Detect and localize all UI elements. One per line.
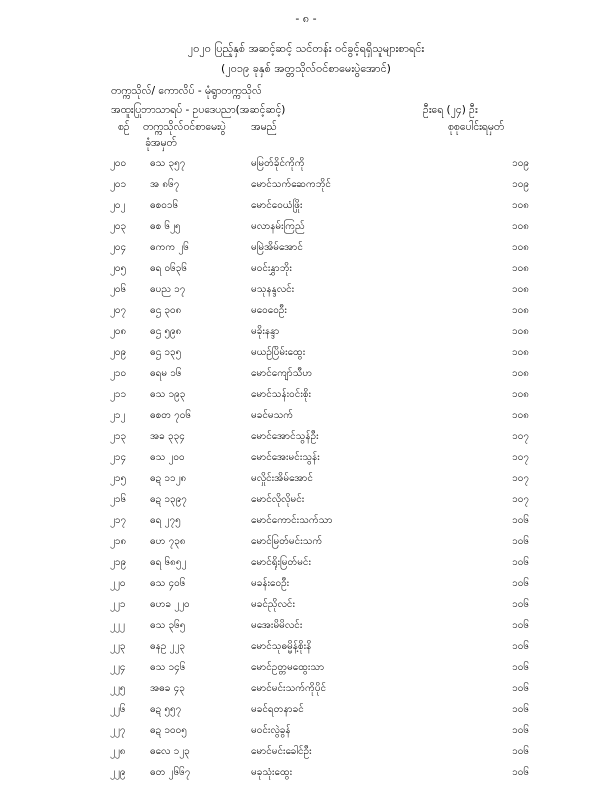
row-number: ၂၂၃	[110, 641, 126, 652]
total-score: ၁၀၈	[512, 368, 529, 379]
student-name: မအေးမိမိလင်း	[251, 620, 303, 631]
document-title: ၂၀၂၀ ပြည့်နှစ် အဆင့်ဆင့် သင်တန်း ဝင်ခွင့်ရရှိသူများစာရင်း	[187, 42, 425, 55]
table-row	[110, 510, 529, 531]
total-score: ၁၀၆	[512, 767, 529, 778]
row-number: ၂၀၈	[110, 326, 127, 337]
student-name: မောင်မြတ်မင်းသက်	[251, 536, 323, 547]
roll-number: ဓစတ ၇၀၆	[150, 410, 192, 421]
total-score: ၁၀၇	[512, 431, 529, 442]
row-number: ၂၀၃	[110, 221, 127, 232]
row-number: ၂၁၁	[110, 389, 127, 400]
total-score: ၁၀၉	[512, 158, 529, 169]
total-score: ၁၀၉	[512, 179, 529, 190]
roll-number: ဓတ ၂၆၆၇	[150, 767, 191, 778]
table-row	[110, 468, 529, 489]
row-number: ၂၁၃	[110, 431, 127, 442]
column-header-name: အမည်	[251, 121, 277, 133]
student-name: မဝင်းလွဲခွန်	[251, 725, 291, 736]
table-row	[110, 594, 529, 615]
table-row	[110, 762, 529, 783]
row-number: ၂၀၀	[110, 158, 127, 169]
table-row	[110, 363, 529, 384]
student-name: မခင်မသက်	[251, 410, 294, 421]
roll-number: ဓရ ၂၇၅	[150, 515, 181, 526]
total-score: ၁၀၆	[512, 536, 529, 547]
roll-number: ဓစ၀၁၆	[150, 200, 179, 211]
roll-number: ဓသ ၄၀၆	[150, 578, 186, 589]
total-score: ၁၀၆	[512, 578, 529, 589]
roll-number: အ ၈၆၇	[150, 179, 180, 190]
total-score: ၁၀၇	[512, 494, 529, 505]
table-row	[110, 678, 529, 699]
row-number: ၂၀၆	[110, 284, 127, 295]
table-row	[110, 237, 529, 258]
column-header-roll-sub: ခုံအမှတ်	[145, 137, 177, 149]
student-name: မသုနန္ဒလင်း	[251, 284, 295, 295]
roll-number: ဓရ ၀၆၃၆	[150, 263, 188, 274]
total-score: ၁၀၈	[512, 347, 529, 358]
university-label: တက္ကသိုလ်/ ကောလိပ် - မုံရွာတက္ကသိုလ်	[111, 85, 262, 97]
student-name: မောင်လိုလိုမင်း	[251, 494, 305, 505]
row-number: ၂၀၇	[110, 305, 127, 316]
row-number: ၂၀၄	[110, 242, 127, 253]
page-number: - ၈ -	[295, 12, 317, 25]
table-row	[110, 342, 529, 363]
row-number: ၂၁၂	[110, 410, 126, 421]
major-label: အထူးပြုဘာသာရပ် - ဥပဒေပညာ(အဆင့်ဆင့်)	[111, 104, 286, 116]
student-name: မဝေဝေဦး	[251, 305, 287, 316]
table-row	[110, 552, 529, 573]
total-score: ၁၀၈	[512, 305, 529, 316]
total-score: ၁၀၆	[512, 641, 529, 652]
table-row	[110, 489, 529, 510]
table-row	[110, 741, 529, 762]
row-number: ၂၁၇	[110, 515, 127, 526]
student-name: မခိုးနန္ဒာ	[251, 326, 280, 337]
row-number: ၂၁၀	[110, 368, 127, 379]
roll-number: ဓဍ ၁၀၀၅	[150, 725, 187, 736]
total-score: ၁၀၆	[512, 599, 529, 610]
roll-number: ဓဍ ၅၅၇	[150, 704, 182, 715]
student-name: မခန်းဝေဦး	[251, 578, 290, 589]
roll-number: ဓနဥ ၂၂၃	[150, 641, 185, 652]
row-number: ၂၁၈	[110, 536, 127, 547]
row-number: ၂၀၅	[110, 263, 127, 274]
student-name: မောင်ကောင်းသက်သာ	[251, 515, 333, 526]
row-number: ၂၂၆	[110, 704, 126, 715]
table-row	[110, 657, 529, 678]
results-table-body	[110, 153, 529, 783]
roll-number: ဓသ ၂၀၀	[150, 452, 185, 463]
total-score: ၁၀၆	[512, 725, 529, 736]
roll-number: ဓပည ၁၇	[150, 284, 186, 295]
roll-number: ဓရမ ၁၆	[150, 368, 182, 379]
table-row	[110, 636, 529, 657]
student-name: မောင်အောင်သွန်ဦး	[251, 431, 319, 442]
roll-number: အဓခ ၄၃	[150, 683, 185, 694]
table-row	[110, 300, 529, 321]
total-score: ၁၀၈	[512, 200, 529, 211]
table-row	[110, 216, 529, 237]
student-name: မောင်မင်းခေါင်ဦး	[251, 746, 312, 757]
total-score: ၁၀၈	[512, 263, 529, 274]
student-name: မခင်ညိုလင်း	[251, 599, 296, 610]
total-score: ၁၀၆	[512, 662, 529, 673]
roll-number: ဓဌ ၃၀၈	[150, 305, 182, 316]
roll-number: ဓဍ ၁၃၉၇	[150, 494, 187, 505]
roll-number: ဓဍ ၁၁၂၈	[150, 473, 187, 484]
roll-number: ဓဟ ၇၃၈	[150, 536, 186, 547]
student-name: မောင်သန်းဝင်းစိုး	[251, 389, 312, 400]
student-name: မောင်ရိုးမြတ်မင်း	[251, 557, 312, 568]
document-subtitle: (၂၀၁၉ ခုနှစ် အတ္တသိုလ်ဝင်စာမေးပွဲအောင်)	[221, 62, 391, 75]
row-number: ၂၀၁	[110, 179, 127, 190]
student-name: မခင်ရတနာခင်	[251, 704, 304, 715]
table-row	[110, 258, 529, 279]
table-row	[110, 699, 529, 720]
row-number: ၂၂၅	[110, 683, 126, 694]
row-number: ၂၀၉	[110, 347, 127, 358]
table-row	[110, 426, 529, 447]
total-score: ၁၀၆	[512, 746, 529, 757]
results-table	[110, 153, 529, 783]
table-row	[110, 573, 529, 594]
table-row	[110, 405, 529, 426]
row-number: ၂၂၀	[110, 578, 126, 589]
roll-number: ဓဟခ ၂၂၀	[150, 599, 190, 610]
total-score: ၁၀၇	[512, 473, 529, 484]
student-name: မလာနမ်းကြည်	[251, 221, 305, 232]
column-header-no: စဉ်	[118, 121, 130, 133]
table-row	[110, 384, 529, 405]
student-name: မောင်ဝေယံဖြိုး	[251, 200, 303, 211]
roll-number: ဓသ ၁၄၆	[150, 662, 186, 673]
roll-number: ဓဌ ၁၃၅	[150, 347, 182, 358]
student-name: မမြဲအိမ်အောင်	[251, 242, 303, 253]
student-name: မောင်ကျော်သီဟ	[251, 368, 313, 379]
row-number: ၂၂၂	[110, 620, 125, 631]
total-score: ၁၀၆	[512, 704, 529, 715]
table-row	[110, 720, 529, 741]
roll-number: အခ ၃၃၄	[150, 431, 185, 442]
row-number: ၂၁၆	[110, 494, 127, 505]
row-number: ၂၂၈	[110, 746, 126, 757]
row-number: ၂၂၉	[110, 767, 126, 778]
row-number: ၂၁၉	[110, 557, 127, 568]
roll-number: ဓကက ၂၆	[150, 242, 189, 253]
student-name: မောင်အေးမင်းသွန်း	[251, 452, 320, 463]
total-score: ၁၀၈	[512, 326, 529, 337]
row-number: ၂၀၂	[110, 200, 126, 211]
roll-number: ဓသ ၁၉၃	[150, 389, 186, 400]
student-name: မယဉ်ပြိမ်းထွေး	[251, 347, 306, 358]
total-score: ၁၀၈	[512, 389, 529, 400]
table-row	[110, 279, 529, 300]
row-number: ၂၂၄	[110, 662, 126, 673]
student-name: မမြတ်ခိုင်ကိုကို	[251, 158, 305, 169]
table-row	[110, 321, 529, 342]
column-header-score: စုစုပေါင်းရမှတ်	[448, 121, 505, 133]
table-row	[110, 615, 529, 636]
roll-number: ဓရ ၆၈၅၂	[150, 557, 187, 568]
student-name: မဝင်းနွှာဘိုး	[251, 263, 292, 274]
roll-number: ဓသ ၃၆၅	[150, 620, 186, 631]
row-number: ၂၁၄	[110, 452, 127, 463]
table-row	[110, 531, 529, 552]
table-row	[110, 195, 529, 216]
roll-number: ဓလေ ၁၂၃	[150, 746, 190, 757]
student-name: မောင်သက်ဆေကဘိုင်	[251, 179, 331, 190]
roll-number: ဓသ ၃၅၇	[150, 158, 186, 169]
row-number: ၂၂၁	[110, 599, 126, 610]
seats-label: ဦးရေ (၂၄) ဦး	[423, 104, 478, 116]
total-score: ၁၀၈	[512, 410, 529, 421]
total-score: ၁၀၆	[512, 620, 529, 631]
row-number: ၂၁၅	[110, 473, 127, 484]
student-name: မောင်ဥတ္တမထွေးသာ	[251, 662, 325, 673]
student-name: မောင်သုဓမ္မိန့်စိုးနိ	[251, 641, 312, 652]
roll-number: ဓဌ ၅၉၈	[150, 326, 182, 337]
total-score: ၁၀၆	[512, 515, 529, 526]
total-score: ၁၀၈	[512, 242, 529, 253]
column-header-roll: တက္ကသိုလ်ဝင်စာမေးပွဲ	[143, 121, 226, 133]
total-score: ၁၀၆	[512, 557, 529, 568]
student-name: မောင်မင်းသက်ကိုပိုင်	[251, 683, 327, 694]
table-row	[110, 174, 529, 195]
student-name: မလှိုင်းအိမ်အောင်	[251, 473, 313, 484]
student-name: မခုသုံးထွေး	[251, 767, 293, 778]
table-row	[110, 447, 529, 468]
roll-number: ဓစ ၆၂၅	[150, 221, 181, 232]
table-row	[110, 153, 529, 174]
total-score: ၁၀၆	[512, 683, 529, 694]
total-score: ၁၀၈	[512, 221, 529, 232]
total-score: ၁၀၈	[512, 284, 529, 295]
total-score: ၁၀၇	[512, 452, 529, 463]
row-number: ၂၂၇	[110, 725, 126, 736]
